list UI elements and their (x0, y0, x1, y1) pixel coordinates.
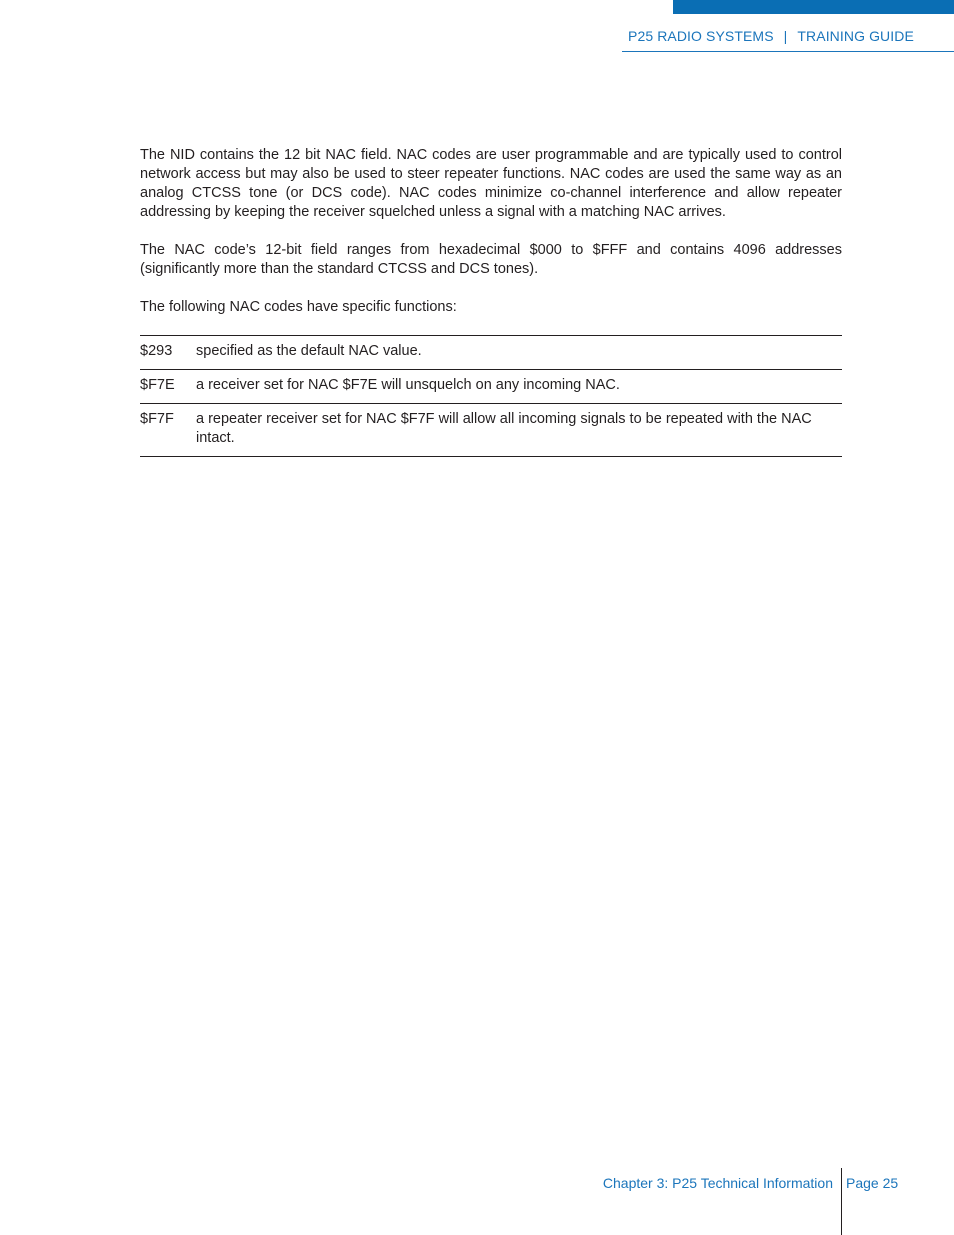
header-separator: | (783, 28, 788, 44)
nac-description: a receiver set for NAC $F7E will unsquelch on any incoming NAC. (196, 370, 842, 404)
paragraph-nac-range: The NAC code’s 12-bit field ranges from hexadecimal $000 to $FFF and contains 4096 addresses (significantly more than the standard CTCSS and DCS tones). (140, 242, 842, 277)
nac-description: a repeater receiver set for NAC $F7F will allow all incoming signals to be repeated with the NAC intact. (196, 404, 842, 457)
nac-code: $F7F (140, 404, 196, 457)
paragraph-nid: The NID contains the 12 bit NAC field. NAC codes are user programmable and are typically used to control network access but may also be used to steer repeater functions. NAC codes are used the same way as an analog CTCSS tone (or DCS code). NAC codes minimize co-channel interference and allow repeater addressing by keeping the receiver squelched unless a signal with a matching NAC arrives. (140, 147, 842, 220)
running-header (622, 27, 954, 52)
nac-codes-table (140, 335, 842, 457)
header-accent-bar (673, 0, 954, 14)
footer-page-number: Page 25 (846, 1175, 899, 1191)
paragraph-nac-intro: The following NAC codes have specific functions: (140, 299, 457, 315)
header-title: P25 RADIO SYSTEMS (628, 28, 774, 44)
table-row (140, 336, 842, 370)
nac-code: $F7E (140, 370, 196, 404)
page-content (140, 146, 842, 457)
footer-divider (841, 1168, 842, 1235)
nac-description: specified as the default NAC value. (196, 336, 842, 370)
table-row (140, 404, 842, 457)
table-row (140, 370, 842, 404)
nac-code: $293 (140, 336, 196, 370)
footer-chapter: Chapter 3: P25 Technical Information (602, 1175, 833, 1191)
page-footer (0, 1168, 954, 1235)
header-subtitle: TRAINING GUIDE (797, 28, 914, 44)
running-header-text (628, 28, 914, 44)
